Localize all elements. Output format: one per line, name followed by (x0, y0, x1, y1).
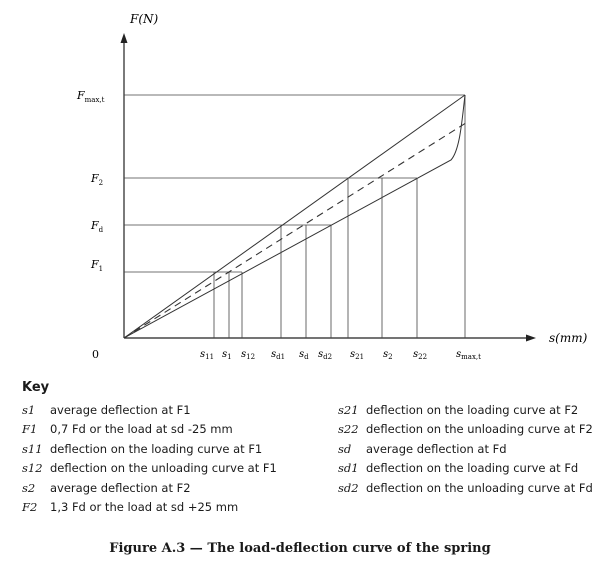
key-symbol: s1 (22, 403, 36, 417)
y-label-f2: $F_2$ (91, 172, 104, 187)
key-symbol: s2 (22, 480, 36, 495)
key-symbol: F2 (22, 499, 38, 514)
key-row (338, 459, 598, 478)
key-row (22, 420, 322, 439)
key-row (22, 459, 322, 478)
key-left-column (22, 401, 322, 517)
y-label-f1: $F_1$ (91, 258, 104, 273)
key-row (22, 401, 322, 420)
key-description: deflection on the loading curve at F1 (50, 441, 263, 456)
key-symbol: s22 (338, 422, 359, 437)
y-label-fmax: $F_{max,t}$ (77, 89, 105, 104)
key-description: average deflection at F2 (50, 480, 191, 495)
x-label-smax: $s_{max,t}$ (456, 349, 481, 361)
x-label-s12: $s_{12}$ (241, 349, 256, 361)
key-row (338, 401, 598, 420)
key-description: deflection on the unloading curve at F1 (50, 461, 277, 476)
key-symbol: s11 (22, 441, 43, 456)
key-description: deflection on the unloading curve at F2 (366, 422, 593, 437)
x-label-sd: $s_d$ (299, 349, 309, 361)
key-row (338, 440, 598, 459)
key-title: Key (22, 380, 50, 395)
key-description: deflection on the loading curve at Fd (366, 461, 579, 476)
y-axis-title: F(N) (130, 12, 159, 26)
x-label-s11: $s_{11}$ (200, 349, 215, 361)
key-symbol: F1 (22, 422, 38, 437)
y-axis-arrow-icon (121, 33, 128, 43)
key-row (22, 498, 322, 517)
x-label-s22: $s_{22}$ (413, 349, 428, 361)
loading-curve (124, 95, 465, 338)
key-description: average deflection at F1 (50, 403, 191, 417)
x-axis-title: s(mm) (549, 331, 588, 345)
x-label-s21: $s_{21}$ (350, 349, 365, 361)
key-description: 1,3 Fd or the load at sd +25 mm (50, 499, 239, 514)
origin-label: 0 (92, 348, 99, 361)
key-description: deflection on the loading curve at F2 (366, 403, 579, 417)
key-right-column (338, 401, 598, 498)
key-description: deflection on the unloading curve at Fd (366, 480, 593, 495)
x-label-sd2: $s_{d2}$ (318, 349, 333, 361)
figure-caption: Figure A.3 — The load-deflection curve of the spring (109, 541, 491, 556)
key-description: average deflection at Fd (366, 441, 507, 456)
x-label-s1: $s_1$ (222, 349, 232, 361)
key-symbol: sd (338, 441, 352, 456)
key-symbol: s12 (22, 461, 43, 476)
x-label-sd1: $s_{d1}$ (271, 349, 286, 361)
key-row (22, 479, 322, 498)
y-label-fd: $F_d$ (91, 219, 104, 234)
x-label-s2: $s_2$ (383, 349, 393, 361)
key-row (338, 479, 598, 498)
x-axis-arrow-icon (526, 335, 536, 342)
key-row (338, 420, 598, 439)
key-symbol: sd2 (338, 480, 359, 495)
key-symbol: sd1 (338, 461, 359, 476)
key-row (22, 440, 322, 459)
key-description: 0,7 Fd or the load at sd -25 mm (50, 422, 233, 437)
key-symbol: s21 (338, 403, 359, 417)
